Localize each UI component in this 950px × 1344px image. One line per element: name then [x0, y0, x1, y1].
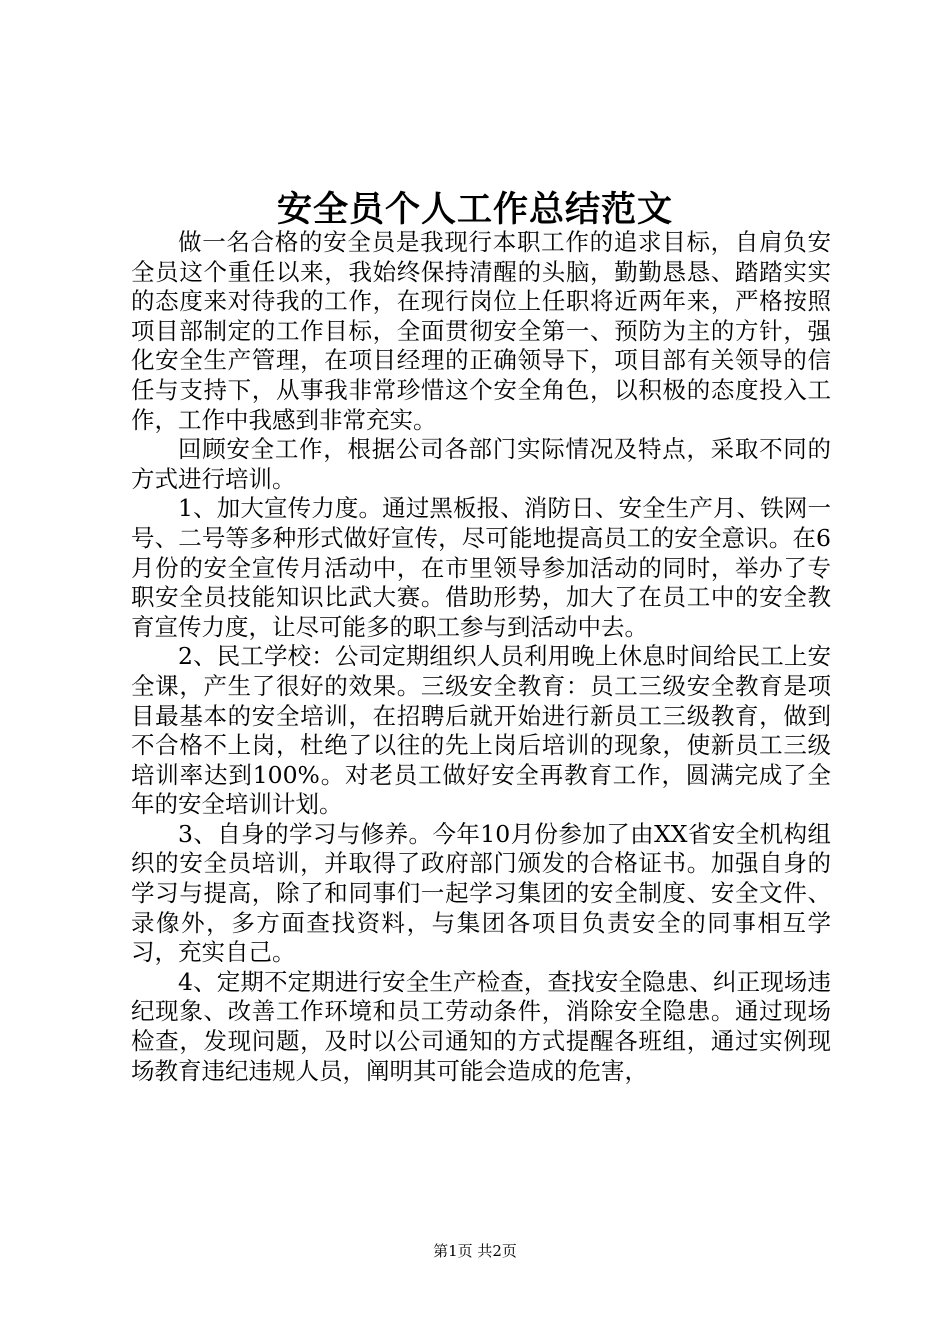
page-footer: 第1页 共2页	[433, 1242, 517, 1260]
paragraph-item-1: 1、加大宣传力度。通过黑板报、消防日、安全生产月、铁网一号、二号等多种形式做好宣传，尽可能地提高员工的安全意识。在6月份的安全宣传月活动中，在市里领导参加活动的同时，举办了专职安全员技能知识比武大赛。借助形势，加大了在员工中的安全教育宣传力度，让尽可能多的职工参与到活动中去。	[131, 494, 831, 641]
paragraph-item-2: 2、民工学校：公司定期组织人员利用晚上休息时间给民工上安全课，产生了很好的效果。三级安全教育：员工三级安全教育是项目最基本的安全培训，在招聘后就开始进行新员工三级教育，做到不合格不上岗，杜绝了以往的先上岗后培训的现象，使新员工三级培训率达到100%。对老员工做好安全再教育工作，圆满完成了全年的安全培训计划。	[131, 642, 831, 819]
document-title: 安全员个人工作总结范文	[276, 189, 673, 230]
paragraph-item-4: 4、定期不定期进行安全生产检查，查找安全隐患、纠正现场违纪现象、改善工作环境和员工劳动条件，消除安全隐患。通过现场检查，发现问题，及时以公司通知的方式提醒各班组，通过实例现场教育违纪违规人员，阐明其可能会造成的危害，	[131, 967, 831, 1085]
document-body	[131, 228, 831, 1086]
paragraph-review: 回顾安全工作，根据公司各部门实际情况及特点，采取不同的方式进行培训。	[131, 435, 831, 493]
paragraph-item-3: 3、自身的学习与修养。今年10月份参加了由XX省安全机构组织的安全员培训，并取得了政府部门颁发的合格证书。加强自身的学习与提高，除了和同事们一起学习集团的安全制度、安全文件、录像外，多方面查找资料，与集团各项目负责安全的同事相互学习，充实自己。	[131, 819, 831, 967]
paragraph-intro: 做一名合格的安全员是我现行本职工作的追求目标，自肩负安全员这个重任以来，我始终保持清醒的头脑，勤勤恳恳、踏踏实实的态度来对待我的工作，在现行岗位上任职将近两年来，严格按照项目部制定的工作目标，全面贯彻安全第一、预防为主的方针，强化安全生产管理，在项目经理的正确领导下，项目部有关领导的信任与支持下，从事我非常珍惜这个安全角色，以积极的态度投入工作，工作中我感到非常充实。	[131, 228, 831, 434]
